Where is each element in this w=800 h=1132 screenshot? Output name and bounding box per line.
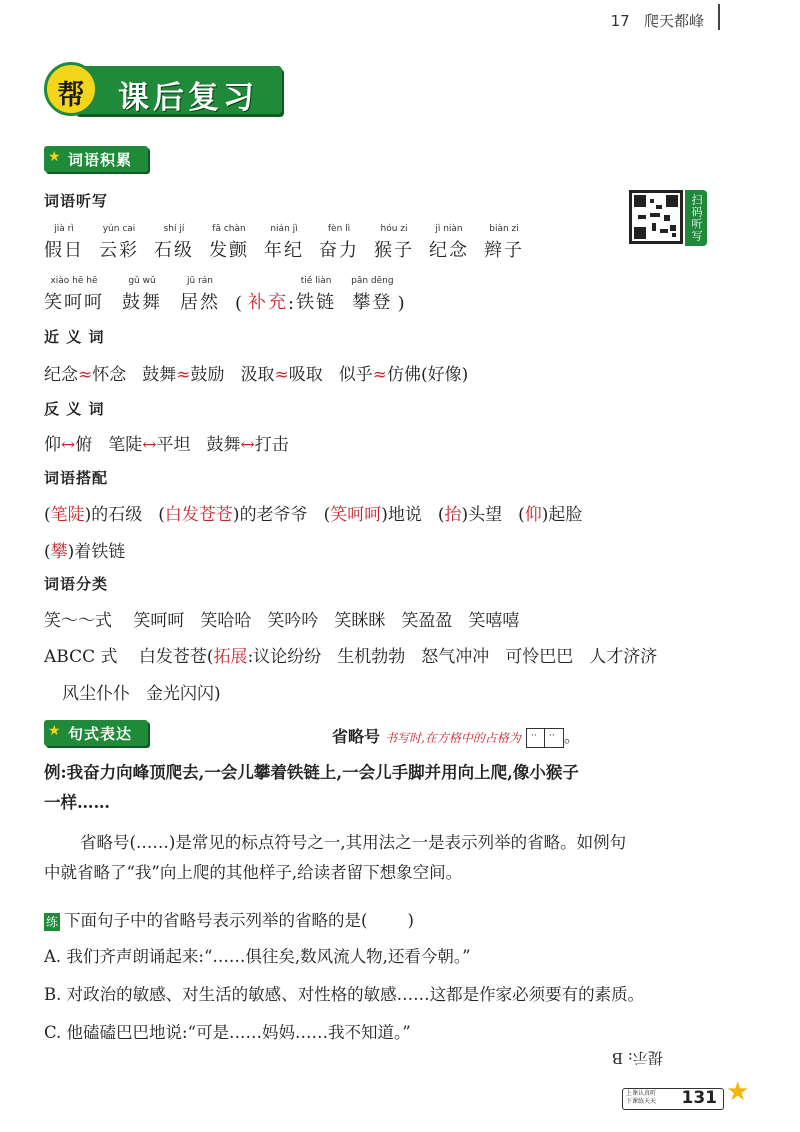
antonyms-line [44, 430, 305, 455]
chapter-number: 17 [610, 12, 630, 30]
class-word: 笑吟吟 [267, 611, 319, 631]
option-b[interactable]: B. 对政治的敏感、对生活的敏感、对性格的敏感……这都是作家必须要有的素质。 [44, 985, 645, 1004]
antonyms-title: 反 义 词 [44, 400, 105, 418]
star-icon: ★ [48, 149, 61, 165]
antonym-b: 俯 [75, 435, 93, 455]
dictation-word [44, 276, 104, 314]
ext-label: 拓展 [213, 647, 248, 667]
collocation-rest: 地说 [387, 505, 422, 525]
star-icon: ★ [48, 723, 61, 739]
synonym-a: 似乎 [338, 365, 373, 385]
paren-close: ) [67, 542, 75, 562]
banner-box [74, 66, 282, 114]
ellipsis-heading: 省略号 书写时,在方格中的占格为 ·· ·· 。 [332, 727, 581, 746]
paren-close: ) [214, 684, 221, 704]
collocation-rest: 着铁链 [74, 542, 126, 562]
collocation [44, 505, 142, 525]
paren-open: ( [323, 505, 331, 525]
supplement-open: ( [235, 293, 245, 314]
paren-open: ( [44, 542, 51, 562]
question-text: 下面句子中的省略号表示列举的省略的是( [64, 911, 368, 930]
synonym-a: 汲取 [240, 365, 275, 385]
dictation-row-2 [44, 276, 407, 314]
synonym-pair [142, 365, 224, 385]
collocation-rest: 头望 [468, 505, 503, 525]
pinyin: tiě liàn [300, 276, 332, 286]
exercise-question [44, 906, 414, 936]
dictation-word [209, 224, 249, 262]
approx-symbol: ≈ [78, 365, 93, 385]
hanzi: 笑呵呵 [44, 292, 104, 313]
collocation-rest: 的老爷爷 [239, 505, 308, 525]
collocation-fill: 攀 [50, 542, 68, 562]
collocation-fill: 抬 [444, 505, 462, 525]
collocation [158, 505, 307, 525]
collocation-line-1 [44, 500, 598, 525]
qr-label[interactable]: 扫码听写 [685, 190, 707, 246]
hanzi: 发颤 [209, 240, 249, 261]
example-line-1: 我奋力向峰顶爬去,一会儿攀着铁链上,一会儿手脚并用向上爬,像小猴子 [66, 763, 579, 782]
chapter-title: 爬天都峰 [643, 12, 704, 30]
collocation-rest: 起脸 [548, 505, 583, 525]
classify-line-2: ABCC 式 白发苍苍(拓展:议论纷纷 生机勃勃 怒气冲冲 可怜巴巴 人才济济 [44, 647, 658, 667]
explain-line-2: 中就省略了“我”向上爬的其他样子,给读者留下想象空间。 [44, 863, 463, 882]
collocation-fill: 笔陡 [50, 505, 85, 525]
paren-close: ) [232, 505, 240, 525]
dictation-row-1 [44, 224, 539, 262]
class-first-word: 白发苍苍 [138, 647, 207, 667]
synonyms-title: 近 义 词 [44, 328, 105, 346]
antonym-pair [207, 435, 289, 455]
approx-symbol: ≈ [372, 365, 387, 385]
antonym-a: 笔陡 [108, 435, 143, 455]
pinyin: gǔ wǔ [128, 276, 156, 286]
hanzi: 攀登 [352, 292, 393, 313]
class-word: 风尘仆仆 [62, 684, 130, 704]
pinyin: fèn lì [327, 224, 351, 234]
dictation-word [429, 224, 469, 262]
paren-open: ( [44, 505, 51, 525]
classify-line-1 [44, 606, 535, 631]
collocation [324, 505, 422, 525]
class-word: 金光闪闪 [146, 684, 214, 704]
banner-title: 课后复习 [118, 80, 258, 116]
class-word: 笑哈哈 [200, 611, 252, 631]
banner-badge [44, 62, 98, 116]
dictation-word [154, 224, 194, 262]
pinyin: pān dēng [351, 276, 394, 286]
supplement-label: 补充 [248, 292, 289, 313]
paren-open: ( [518, 505, 525, 525]
collocation [518, 505, 582, 525]
collocation-line-2 [44, 537, 141, 562]
class-word: 笑嘻嘻 [468, 611, 520, 631]
footer-caption-2: 下课练天天 [626, 1098, 657, 1105]
exercise-badge: 练 [45, 914, 58, 929]
pinyin: jì niàn [435, 224, 463, 234]
dictation-title: 词语听写 [44, 192, 109, 210]
pinyin: xiào hē hē [50, 276, 98, 286]
hanzi: 纪念 [429, 240, 469, 261]
collocation-rest: 的石级 [91, 505, 143, 525]
pinyin: fā chàn [212, 224, 246, 234]
ellipsis-title: 省略号 [332, 727, 381, 746]
synonym-pair [241, 365, 323, 385]
pinyin: jià rì [54, 224, 74, 234]
synonym-b: 仿佛(好像) [387, 365, 469, 385]
pinyin: biàn zi [489, 224, 519, 234]
synonym-pair [339, 365, 469, 385]
class-word: 笑盈盈 [401, 611, 453, 631]
paren-close: ) [84, 505, 92, 525]
pinyin: yún cai [102, 224, 136, 234]
example-block [44, 758, 750, 818]
grid-cells-icon: ·· ·· [526, 728, 564, 748]
antonym-a: 仰 [44, 435, 61, 455]
antonym-a: 鼓舞 [206, 435, 241, 455]
synonym-b: 怀念 [92, 365, 127, 385]
class-word: 怒气冲冲 [421, 647, 490, 667]
page-header [611, 10, 704, 31]
pinyin: hóu zi [380, 224, 408, 234]
paren-close: ) [381, 505, 388, 525]
banner-badge-text: 帮 [57, 80, 85, 111]
approx-symbol: ≈ [274, 365, 289, 385]
antonym-arrow: ↔ [61, 435, 76, 455]
hanzi: 居然 [180, 292, 220, 313]
explanation-block [44, 828, 750, 888]
antonym-arrow: ↔ [240, 435, 255, 455]
class-word: 生机勃勃 [337, 647, 406, 667]
explain-line-1: 省略号(……)是常见的标点符号之一,其用法之一是表示列举的省略。如例句 [80, 833, 627, 852]
class-word: 议论纷纷 [253, 647, 322, 667]
pinyin: jū rán [187, 276, 213, 286]
dictation-word [264, 224, 304, 262]
collocation-fill: 笑呵呵 [330, 505, 382, 525]
collocation [44, 542, 125, 562]
star-icon: ★ [726, 1077, 750, 1107]
hanzi: 云彩 [99, 240, 139, 261]
synonym-b: 吸取 [288, 365, 323, 385]
tag-vocabulary-label: 词语积累 [68, 151, 133, 169]
example-line-2: 一样…… [44, 793, 110, 812]
antonym-arrow: ↔ [142, 435, 157, 455]
paren-close: ) [461, 505, 469, 525]
supplement-close: ) [397, 293, 407, 314]
hanzi: 奋力 [319, 240, 359, 261]
synonym-b: 鼓励 [190, 365, 225, 385]
paren-open: ( [158, 505, 165, 525]
class-word: 人才济济 [589, 647, 658, 667]
pinyin: shí jí [163, 224, 185, 234]
tag-sentence-label: 句式表达 [68, 725, 133, 743]
question-close: ) [407, 911, 414, 930]
classify-line-3 [62, 679, 221, 704]
header-divider [718, 4, 720, 30]
paren-open: ( [437, 505, 445, 525]
collocation [438, 505, 502, 525]
supplement-word [296, 276, 336, 314]
dictation-word [122, 276, 162, 314]
hanzi: 猴子 [374, 240, 414, 261]
page-footer [622, 1088, 724, 1110]
synonyms-line [44, 360, 484, 385]
collocation-fill: 白发苍苍 [164, 505, 233, 525]
classify-title: 词语分类 [44, 575, 109, 593]
section-banner [44, 62, 284, 118]
tag-sentence [44, 720, 148, 746]
class-label: 笑～～式 [44, 611, 112, 631]
class-label: ABCC 式 [44, 647, 118, 667]
pinyin: nián jì [270, 224, 298, 234]
collocation-fill: 仰 [524, 505, 542, 525]
collocation-title: 词语搭配 [44, 469, 109, 487]
options-list [44, 942, 764, 1048]
hanzi: 鼓舞 [122, 292, 162, 313]
antonym-b: 打击 [254, 435, 289, 455]
synonym-a: 鼓舞 [142, 365, 177, 385]
hanzi: 年纪 [264, 240, 304, 261]
tag-vocabulary [44, 146, 148, 172]
dictation-word [44, 224, 84, 262]
dictation-word [484, 224, 524, 262]
class-word: 笑呵呵 [133, 611, 185, 631]
dictation-word [180, 276, 220, 314]
dictation-word [374, 224, 414, 262]
qr-code-icon[interactable] [629, 190, 683, 244]
antonym-b: 平坦 [156, 435, 191, 455]
hanzi: 铁链 [296, 292, 337, 313]
class-word: 笑眯眯 [334, 611, 386, 631]
synonym-pair [44, 365, 126, 385]
hanzi: 石级 [154, 240, 194, 261]
supplement-colon: : [288, 293, 297, 314]
hanzi: 假日 [44, 240, 84, 261]
footer-caption-1: 上课认真听 [626, 1090, 657, 1097]
page-number: 131 [681, 1088, 717, 1108]
supplement-word [351, 276, 393, 314]
hanzi: 辫子 [484, 240, 524, 261]
footer-caption [626, 1090, 672, 1106]
dictation-word [319, 224, 359, 262]
handwritten-note: 书写时,在方格中的占格为 [385, 731, 521, 745]
approx-symbol: ≈ [176, 365, 191, 385]
option-a[interactable]: A. 我们齐声朗诵起来:“……俱往矣,数风流人物,还看今朝。” [44, 947, 471, 966]
antonym-pair [108, 435, 190, 455]
class-word: 可怜巴巴 [505, 647, 574, 667]
dictation-word [99, 224, 139, 262]
paren-close: ) [541, 505, 549, 525]
answer-tip: 提示: B [612, 1049, 663, 1067]
synonym-a: 纪念 [44, 365, 78, 385]
antonym-pair [44, 435, 92, 455]
option-c[interactable]: C. 他磕磕巴巴地说:“可是……妈妈……我不知道。” [44, 1023, 411, 1042]
example-label: 例: [44, 763, 67, 782]
